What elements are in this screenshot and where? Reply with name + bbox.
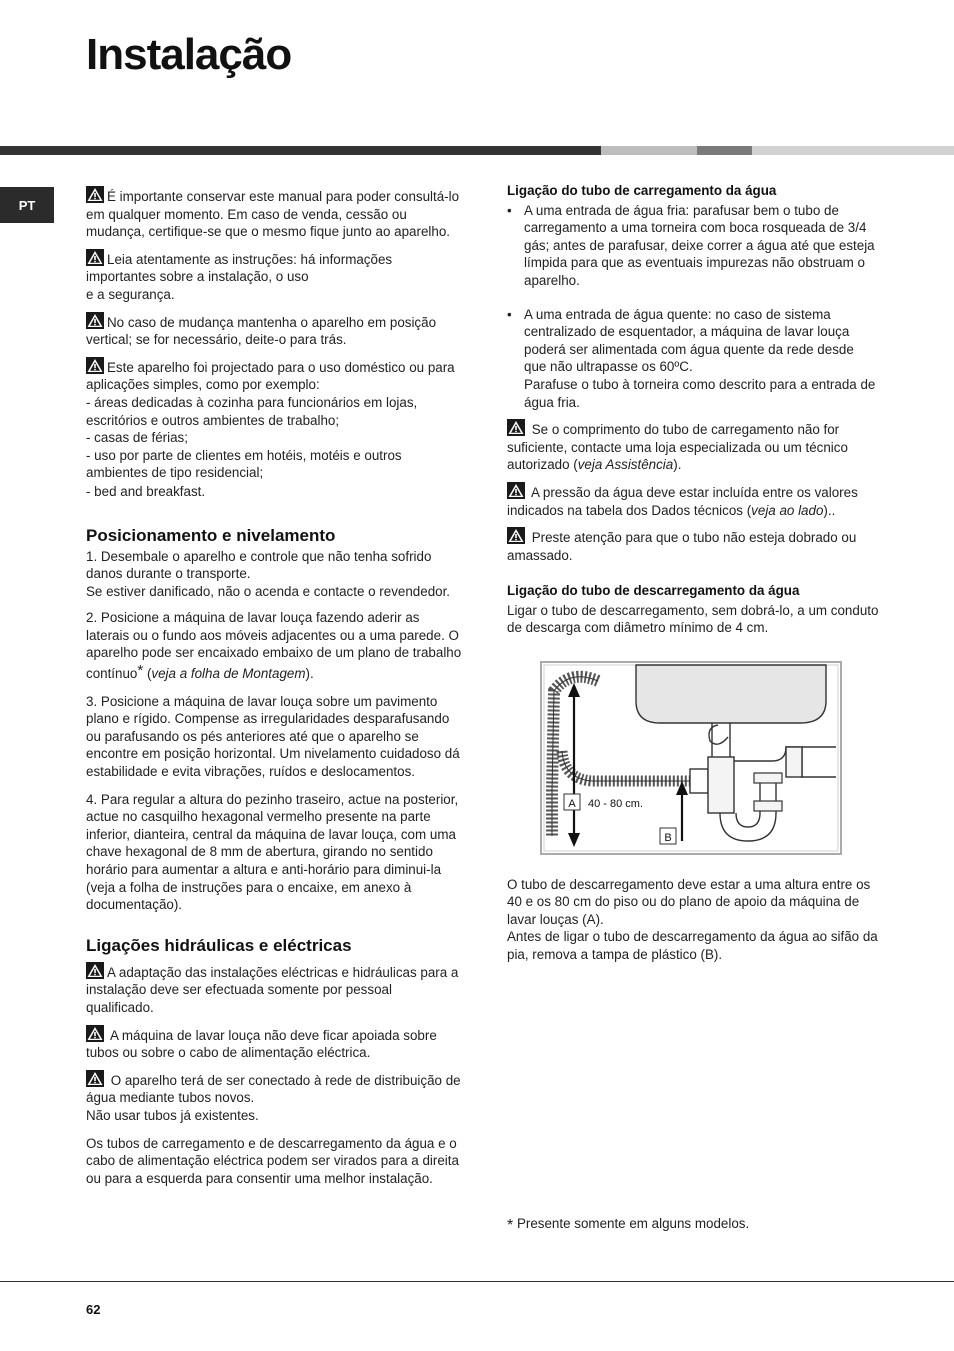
drain-hose-diagram xyxy=(540,661,842,855)
warning-triangle-icon xyxy=(86,249,104,266)
step-4: 4. Para regular a altura do pezinho traseiro, actue na posterior, actue no casquilho hexagonal vermelho presente na parte inferior, dianteira, central da máquina de lavar louça, com uma chave hexagonal de 8 mm de abertura, girando no sentido horário para aumentar a altura e anti-horário para diminui-la (veja a folha de instruções para o encaixe, em anexo à documentação). xyxy=(86,791,459,913)
list-item: • A uma entrada de água quente: no caso de sistema centralizado de esquentador, a máquina de lavar louça poderá ser alimentada com água quente da rede desde que não ultrapasse os 60ºC. Parafuse o tubo à torneira como descrito para a entrada de água fria. xyxy=(507,306,879,412)
drain-paragraph-2: O tubo de descarregamento deve estar a uma altura entre os 40 e os 80 cm do piso ou do plano de apoio da máquina de lavar louças (A). Antes de ligar o tubo de descarregamento da água ao sifão da pia, remova a tampa de plástico (B). xyxy=(507,876,878,963)
warning-triangle-icon xyxy=(86,1070,104,1087)
warning-triangle-icon xyxy=(507,419,525,436)
usage-list-item: - uso por parte de clientes em hotéis, motéis e outros ambientes de tipo residencial; xyxy=(86,447,402,481)
step-2: 2. Posicione a máquina de lavar louça fazendo aderir as laterais ou o fundo aos móveis adjacentes ou a uma parede. O aparelho pode ser encaixado embaixo de um plano de trabalho contínuo* (veja a folha de Montagem). xyxy=(86,610,462,682)
connections-warning-3: O aparelho terá de ser conectado à rede de distribuição de água mediante tubos novos. Não usar tubos já existentes. xyxy=(86,1070,462,1125)
warning-triangle-icon xyxy=(86,962,104,979)
load-warning-1: Se o comprimento do tubo de carregamento não for suficiente, contacte uma loja especializada ou um técnico autorizado (veja Assistência). xyxy=(507,419,879,474)
warning-triangle-icon xyxy=(86,186,104,203)
connections-paragraph: Os tubos de carregamento e de descarregamento da água e o cabo de alimentação eléctrica podem ser virados para a direita ou para a esquerda para consentir uma melhor instalação. xyxy=(86,1135,459,1186)
language-tab: PT xyxy=(0,187,54,223)
warning-triangle-icon xyxy=(86,1025,104,1042)
section-heading-connections: Ligações hidráulicas e eléctricas xyxy=(86,935,352,955)
figure-label-a: A xyxy=(568,798,576,811)
usage-list-item: - casas de férias; xyxy=(86,430,188,446)
intro-paragraph-2b: e a segurança. xyxy=(86,286,175,302)
header-bar-mid xyxy=(697,146,752,155)
usage-list-item: - bed and breakfast. xyxy=(86,483,206,499)
usage-list-item: - áreas dedicadas à cozinha para funcionários em lojas, escritórios e outros ambientes de trabalho; xyxy=(86,394,418,428)
warning-triangle-icon xyxy=(507,482,525,499)
warning-triangle-icon xyxy=(86,357,104,374)
load-warning-3: Preste atenção para que o tubo não esteja dobrado ou amassado. xyxy=(507,527,879,564)
page-title: Instalação xyxy=(86,30,292,79)
intro-paragraph-2: Leia atentamente as instruções: há informações importantes sobre a instalação, o uso xyxy=(86,249,462,286)
connections-warning-1: A adaptação das instalações eléctricas e hidráulicas para a instalação deve ser efectuada somente por pessoal qualificado. xyxy=(86,962,462,1017)
left-column xyxy=(86,186,462,1195)
warning-triangle-icon xyxy=(507,527,525,544)
header-bar-pale xyxy=(752,146,954,155)
warning-triangle-icon xyxy=(86,312,104,329)
connections-warning-2: A máquina de lavar louça não deve ficar apoiada sobre tubos ou sobre o cabo de alimentação eléctrica. xyxy=(86,1025,462,1062)
load-warning-2: A pressão da água deve estar incluída entre os valores indicados na tabela dos Dados técnicos (veja ao lado).. xyxy=(507,482,879,519)
intro-paragraph-3: No caso de mudança mantenha o aparelho em posição vertical; se for necessário, deite-o para trás. xyxy=(86,312,462,349)
drain-paragraph-1: Ligar o tubo de descarregamento, sem dobrá-lo, a um conduto de descarga com diâmetro mínimo de 4 cm. xyxy=(507,602,879,636)
section-heading-positioning: Posicionamento e nivelamento xyxy=(86,525,336,545)
step-1: 1. Desembale o aparelho e controle que não tenha sofrido danos durante o transporte. Se estiver danificado, não o acenda e contacte o revendedor. xyxy=(86,548,451,599)
intro-paragraph-4: Este aparelho foi projectado para o uso doméstico ou para aplicações simples, como por exemplo: - áreas dedicadas à cozinha para funcionários em lojas, escritórios e outros ambientes de trabalho; - casas de férias; - uso por parte de clientes em hotéis, motéis e outros ambientes de tipo residencial; - bed and breakfast. xyxy=(86,357,462,501)
page-number: 62 xyxy=(86,1302,101,1317)
header-bar-dark xyxy=(0,146,601,155)
load-hose-heading: Ligação do tubo de carregamento da água xyxy=(507,183,777,198)
intro-paragraph-1: É importante conservar este manual para poder consultá-lo em qualquer momento. Em caso de venda, cessão ou mudança, certifique-se que o mesmo fique junto ao aparelho. xyxy=(86,186,462,241)
footnote-star: * xyxy=(137,662,144,680)
right-column xyxy=(507,182,879,972)
list-item: • A uma entrada de água fria: parafusar bem o tubo de carregamento a uma torneira com boca rosqueada de 3/4 gás; antes de parafusar, deixe correr a água até que esteja límpida para que as eventuais impurezas não obstruam o aparelho. xyxy=(507,202,879,290)
figure-range-label: 40 - 80 cm. xyxy=(588,798,644,811)
step-3: 3. Posicione a máquina de lavar louça sobre um pavimento plano e rígido. Compense as irregularidades desparafusando ou parafusando os pés anteriores até que o aparelho se encontre em posição horizontal. Um nivelamento cuidadoso dá estabilidade e evita vibrações, ruídos e deslocamentos. xyxy=(86,693,460,780)
header-bar-light xyxy=(601,146,697,155)
footer-rule xyxy=(0,1281,954,1282)
footnote: * Presente somente em alguns modelos. xyxy=(507,1216,750,1234)
figure-label-b: B xyxy=(664,832,672,845)
load-hose-list xyxy=(507,202,879,412)
drain-hose-heading: Ligação do tubo de descarregamento da água xyxy=(507,583,800,599)
